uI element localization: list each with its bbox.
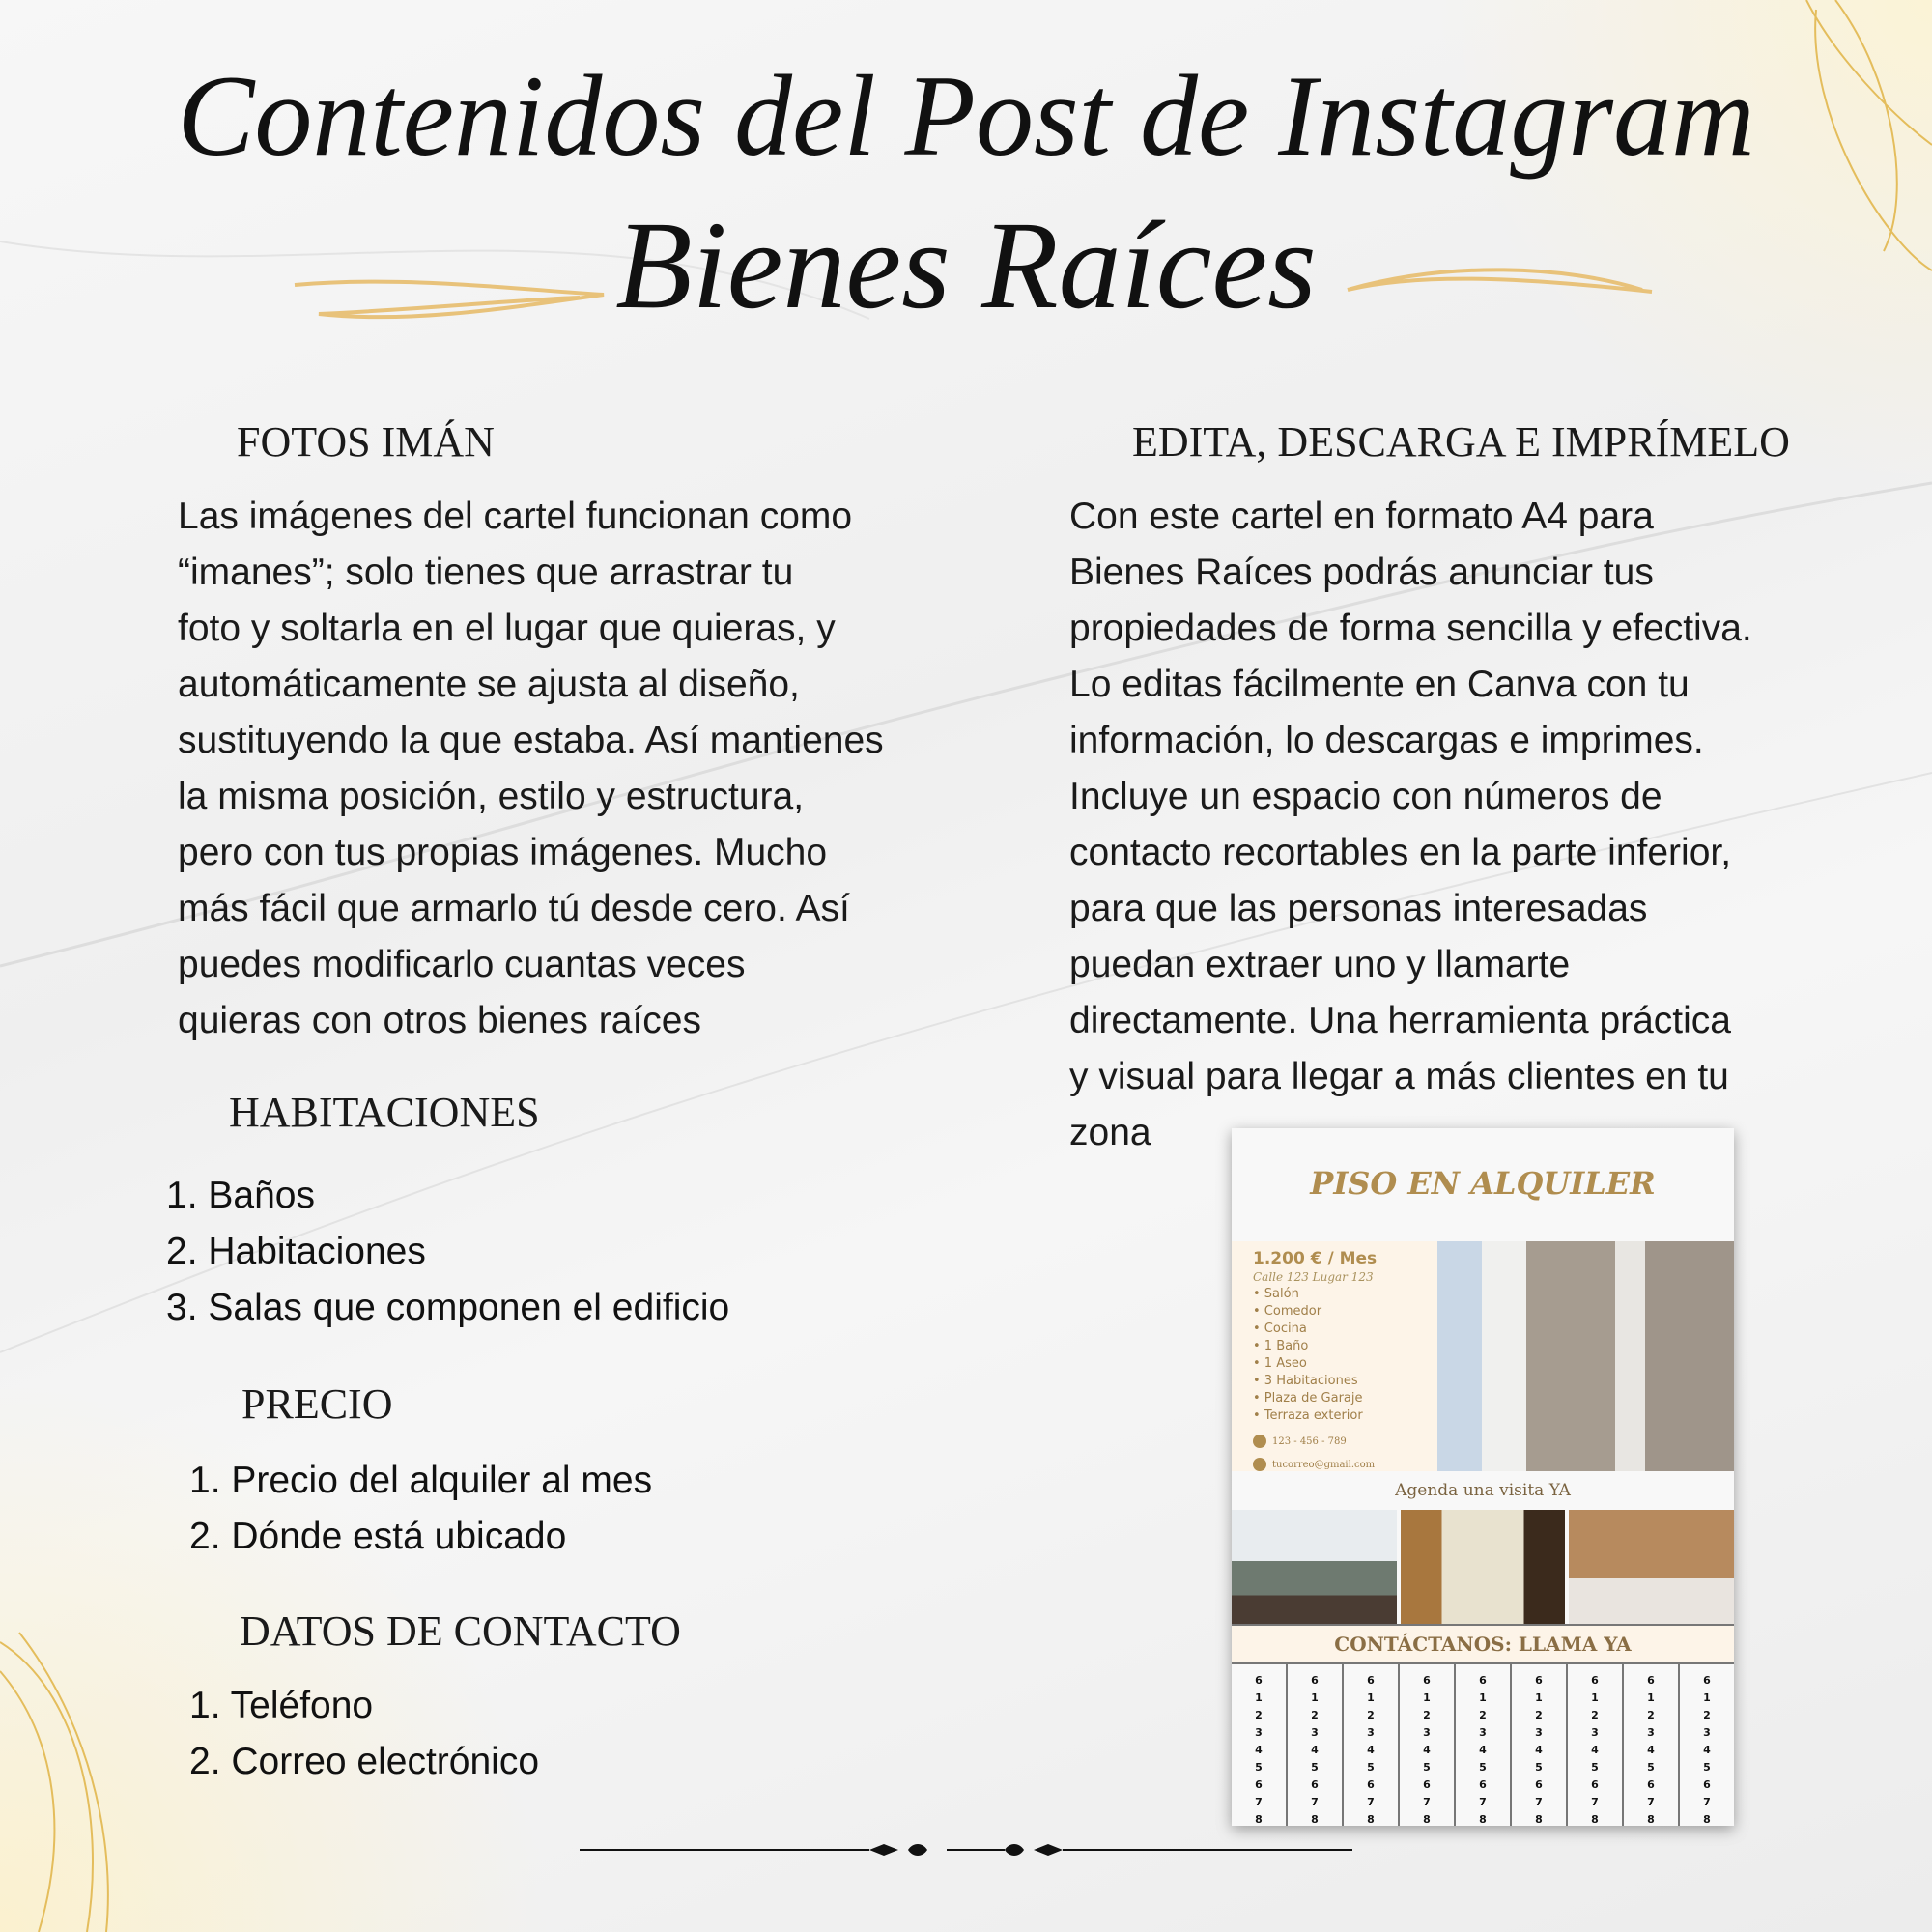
list-item: 1. Baños bbox=[166, 1175, 315, 1216]
text-line: la misma posición, estilo y estructura, bbox=[178, 776, 805, 817]
tab-digit: 5 bbox=[1255, 1761, 1263, 1774]
poster-feature: • 3 Habitaciones bbox=[1253, 1374, 1358, 1388]
poster-contact-band: CONTÁCTANOS: LLAMA YA bbox=[1232, 1624, 1734, 1664]
tab-digit: 4 bbox=[1423, 1744, 1431, 1756]
tab-digit: 6 bbox=[1703, 1674, 1711, 1687]
tab-digit: 5 bbox=[1703, 1761, 1711, 1774]
poster-feature: • Cocina bbox=[1253, 1321, 1307, 1336]
text-line: para que las personas interesadas bbox=[1069, 888, 1648, 929]
contacto-list bbox=[189, 1678, 539, 1790]
tab-digit: 6 bbox=[1703, 1778, 1711, 1791]
tab-digit: 7 bbox=[1423, 1796, 1431, 1808]
tab-digit: 8 bbox=[1311, 1813, 1319, 1826]
gold-swirl-bottom-left bbox=[0, 1633, 108, 1932]
tab-digit: 4 bbox=[1367, 1744, 1375, 1756]
tab-digit: 6 bbox=[1311, 1778, 1319, 1791]
poster-feature: • 1 Aseo bbox=[1253, 1356, 1307, 1371]
building-photo bbox=[1437, 1241, 1734, 1471]
tab-digit: 6 bbox=[1367, 1674, 1375, 1687]
tab-digit: 2 bbox=[1647, 1709, 1655, 1721]
tab-digit: 4 bbox=[1591, 1744, 1599, 1756]
tab-digit: 1 bbox=[1591, 1691, 1599, 1704]
tab-digit: 6 bbox=[1647, 1674, 1655, 1687]
text-line: puedan extraer uno y llamarte bbox=[1069, 944, 1571, 985]
edita-text bbox=[1069, 489, 1752, 1161]
tab-digit: 4 bbox=[1255, 1744, 1263, 1756]
heading-edita: EDITA, DESCARGA E IMPRÍMELO bbox=[1132, 418, 1790, 466]
tab-digit: 3 bbox=[1423, 1726, 1431, 1739]
tab-digit: 4 bbox=[1703, 1744, 1711, 1756]
tab-digit: 1 bbox=[1535, 1691, 1543, 1704]
text-line: zona bbox=[1069, 1112, 1151, 1153]
heading-precio: PRECIO bbox=[242, 1380, 393, 1428]
tab-digit: 8 bbox=[1647, 1813, 1655, 1826]
tear-off-phone-tab bbox=[1456, 1664, 1512, 1826]
tear-off-phone-tab bbox=[1344, 1664, 1400, 1826]
poster-email: tucorreo@gmail.com bbox=[1272, 1459, 1376, 1470]
title-line-1: Contenidos del Post de Instagram bbox=[177, 51, 1755, 180]
tab-digit: 1 bbox=[1423, 1691, 1431, 1704]
tab-digit: 6 bbox=[1479, 1674, 1487, 1687]
tab-digit: 6 bbox=[1591, 1674, 1599, 1687]
tab-digit: 3 bbox=[1647, 1726, 1655, 1739]
tab-digit: 1 bbox=[1647, 1691, 1655, 1704]
tab-digit: 6 bbox=[1647, 1778, 1655, 1791]
tab-digit: 7 bbox=[1255, 1796, 1263, 1808]
heading-habitaciones: HABITACIONES bbox=[229, 1089, 540, 1136]
tab-digit: 7 bbox=[1311, 1796, 1319, 1808]
text-line: Lo editas fácilmente en Canva con tu bbox=[1069, 664, 1690, 705]
list-item: 2. Dónde está ubicado bbox=[189, 1516, 567, 1557]
tab-digit: 8 bbox=[1703, 1813, 1711, 1826]
tab-digit: 7 bbox=[1703, 1796, 1711, 1808]
tab-digit: 3 bbox=[1535, 1726, 1543, 1739]
tab-digit: 1 bbox=[1479, 1691, 1487, 1704]
tab-digit: 2 bbox=[1591, 1709, 1599, 1721]
tab-digit: 5 bbox=[1423, 1761, 1431, 1774]
mail-icon bbox=[1253, 1458, 1266, 1471]
text-line: información, lo descargas e imprimes. bbox=[1069, 720, 1704, 761]
precio-list bbox=[189, 1453, 652, 1565]
list-item: 2. Habitaciones bbox=[166, 1231, 426, 1272]
text-line: Con este cartel en formato A4 para bbox=[1069, 496, 1654, 537]
poster-feature: • 1 Baño bbox=[1253, 1339, 1309, 1353]
tab-digit: 8 bbox=[1367, 1813, 1375, 1826]
tab-digit: 4 bbox=[1535, 1744, 1543, 1756]
text-line: quieras con otros bienes raíces bbox=[178, 1000, 701, 1041]
tab-digit: 4 bbox=[1647, 1744, 1655, 1756]
tab-digit: 8 bbox=[1479, 1813, 1487, 1826]
tab-digit: 2 bbox=[1423, 1709, 1431, 1721]
text-line: foto y soltarla en el lugar que quieras, y bbox=[178, 608, 836, 649]
fotos-iman-text bbox=[178, 489, 884, 1049]
tab-digit: 6 bbox=[1255, 1778, 1263, 1791]
text-line: automáticamente se ajusta al diseño, bbox=[178, 664, 800, 705]
tab-digit: 2 bbox=[1367, 1709, 1375, 1721]
poster-title: PISO EN ALQUILER bbox=[1310, 1165, 1656, 1202]
tab-digit: 7 bbox=[1647, 1796, 1655, 1808]
tab-digit: 3 bbox=[1703, 1726, 1711, 1739]
bedroom-photo bbox=[1401, 1510, 1566, 1624]
tab-digit: 5 bbox=[1591, 1761, 1599, 1774]
living-room-photo bbox=[1232, 1510, 1397, 1624]
tab-digit: 5 bbox=[1367, 1761, 1375, 1774]
tab-digit: 6 bbox=[1367, 1778, 1375, 1791]
habitaciones-list bbox=[166, 1168, 729, 1336]
text-line: más fácil que armarlo tú desde cero. Así bbox=[178, 888, 850, 929]
tear-off-phone-tab bbox=[1512, 1664, 1568, 1826]
poster-feature: • Comedor bbox=[1253, 1304, 1322, 1319]
tab-digit: 7 bbox=[1591, 1796, 1599, 1808]
tear-off-phone-tab bbox=[1680, 1664, 1734, 1826]
tab-digit: 2 bbox=[1535, 1709, 1543, 1721]
phone-icon bbox=[1253, 1435, 1266, 1448]
list-item: 2. Correo electrónico bbox=[189, 1741, 540, 1782]
tab-digit: 2 bbox=[1479, 1709, 1487, 1721]
poster-feature: • Terraza exterior bbox=[1253, 1408, 1363, 1423]
tab-digit: 5 bbox=[1535, 1761, 1543, 1774]
tab-digit: 8 bbox=[1423, 1813, 1431, 1826]
tab-digit: 6 bbox=[1423, 1674, 1431, 1687]
poster-price: 1.200 € / Mes bbox=[1253, 1249, 1378, 1268]
tab-digit: 7 bbox=[1535, 1796, 1543, 1808]
tab-digit: 3 bbox=[1479, 1726, 1487, 1739]
heading-fotos-iman: FOTOS IMÁN bbox=[237, 418, 495, 466]
ornament-divider bbox=[580, 1840, 1352, 1860]
tab-digit: 4 bbox=[1479, 1744, 1487, 1756]
tab-digit: 6 bbox=[1535, 1778, 1543, 1791]
tab-digit: 8 bbox=[1591, 1813, 1599, 1826]
kitchen-photo bbox=[1569, 1510, 1734, 1624]
title-line-2: Bienes Raíces bbox=[615, 196, 1317, 335]
text-line: pero con tus propias imágenes. Mucho bbox=[178, 832, 828, 873]
tab-digit: 1 bbox=[1311, 1691, 1319, 1704]
poster-info-panel bbox=[1232, 1241, 1437, 1471]
tab-digit: 3 bbox=[1255, 1726, 1263, 1739]
tab-digit: 4 bbox=[1311, 1744, 1319, 1756]
tab-digit: 2 bbox=[1703, 1709, 1711, 1721]
poster-feature: • Salón bbox=[1253, 1287, 1299, 1301]
tab-digit: 6 bbox=[1591, 1778, 1599, 1791]
tab-digit: 2 bbox=[1255, 1709, 1263, 1721]
text-line: propiedades de forma sencilla y efectiva. bbox=[1069, 608, 1752, 649]
tab-digit: 3 bbox=[1591, 1726, 1599, 1739]
tab-digit: 3 bbox=[1311, 1726, 1319, 1739]
tab-digit: 1 bbox=[1367, 1691, 1375, 1704]
tab-digit: 6 bbox=[1479, 1778, 1487, 1791]
tab-digit: 6 bbox=[1423, 1778, 1431, 1791]
text-line: contacto recortables en la parte inferior, bbox=[1069, 832, 1732, 873]
tab-digit: 6 bbox=[1311, 1674, 1319, 1687]
tab-digit: 6 bbox=[1535, 1674, 1543, 1687]
tear-off-phone-tab bbox=[1400, 1664, 1456, 1826]
text-line: puedes modificarlo cuantas veces bbox=[178, 944, 746, 985]
tab-digit: 1 bbox=[1255, 1691, 1263, 1704]
tab-digit: 7 bbox=[1479, 1796, 1487, 1808]
text-line: Incluye un espacio con números de bbox=[1069, 776, 1662, 817]
tab-digit: 7 bbox=[1367, 1796, 1375, 1808]
list-item: 1. Precio del alquiler al mes bbox=[189, 1460, 653, 1501]
tab-digit: 8 bbox=[1255, 1813, 1263, 1826]
list-item: 3. Salas que componen el edificio bbox=[166, 1287, 730, 1328]
tear-off-phone-tab bbox=[1232, 1664, 1288, 1826]
tear-off-phone-tab bbox=[1624, 1664, 1680, 1826]
tear-off-phone-tab bbox=[1568, 1664, 1624, 1826]
poster-feature: • Plaza de Garaje bbox=[1253, 1391, 1363, 1406]
tab-digit: 5 bbox=[1479, 1761, 1487, 1774]
tab-digit: 3 bbox=[1367, 1726, 1375, 1739]
tab-digit: 2 bbox=[1311, 1709, 1319, 1721]
tear-off-phone-tab bbox=[1288, 1664, 1344, 1826]
text-line: sustituyendo la que estaba. Así mantienes bbox=[178, 720, 884, 761]
text-line: y visual para llegar a más clientes en tu bbox=[1069, 1056, 1729, 1097]
list-item: 1. Teléfono bbox=[189, 1685, 374, 1726]
heading-datos-contacto: DATOS DE CONTACTO bbox=[240, 1607, 681, 1655]
text-line: directamente. Una herramienta práctica bbox=[1069, 1000, 1731, 1041]
text-line: “imanes”; solo tienes que arrastrar tu bbox=[178, 552, 794, 593]
text-line: Bienes Raíces podrás anunciar tus bbox=[1069, 552, 1654, 593]
tab-digit: 1 bbox=[1703, 1691, 1711, 1704]
text-line: Las imágenes del cartel funcionan como bbox=[178, 496, 853, 537]
poster-agenda: Agenda una visita YA bbox=[1395, 1481, 1571, 1500]
tab-digit: 6 bbox=[1255, 1674, 1263, 1687]
poster-phone: 123 - 456 - 789 bbox=[1272, 1435, 1347, 1447]
tab-digit: 8 bbox=[1535, 1813, 1543, 1826]
tab-digit: 5 bbox=[1311, 1761, 1319, 1774]
poster-preview bbox=[1232, 1128, 1734, 1826]
tab-digit: 5 bbox=[1647, 1761, 1655, 1774]
poster-address: Calle 123 Lugar 123 bbox=[1253, 1270, 1374, 1284]
